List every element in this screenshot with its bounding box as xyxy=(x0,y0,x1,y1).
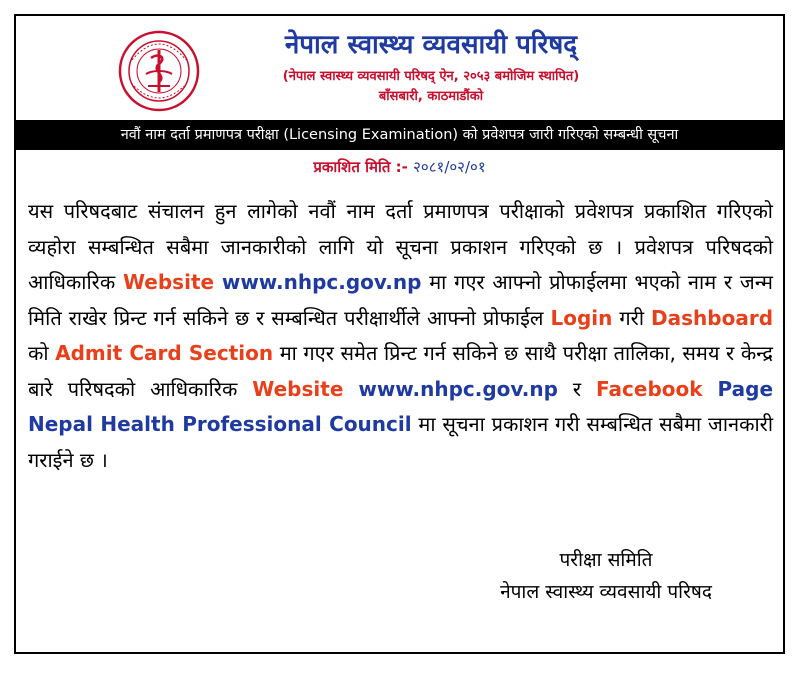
signature-org: नेपाल स्वास्थ्य व्यवसायी परिषद xyxy=(500,581,712,603)
council-seal-icon xyxy=(118,30,200,112)
login-label: Login xyxy=(550,305,613,330)
body-text-5: मा गएर समेत प्रिन्ट गर्न सकिने छ साथै परीक्षा तालिका, समय र केन्द्र बारे परिषदको आधिकारिक xyxy=(28,341,773,401)
org-subtitle: (नेपाल स्वास्थ्य व्यवसायी परिषद् ऐन, २०५३ बमोजिम स्थापित) xyxy=(282,69,580,84)
website-url-2[interactable]: www.nhpc.gov.np xyxy=(358,376,558,401)
body-text-3: गरी xyxy=(619,305,645,330)
website-url-1[interactable]: www.nhpc.gov.np xyxy=(221,270,422,294)
admit-card-label: Admit Card Section xyxy=(55,341,274,365)
facebook-page-name[interactable]: Page Nepal Health Professional Council xyxy=(28,376,774,436)
body-text-2: मा गएर आफ्नो प्रोफाईलमा भएको नाम र जन्म मिति राखेर प्रिन्ट गर्न सकिने छ र सम्बन्धित परीक्षार्थीले आफ्नो प्रोफाईल xyxy=(28,270,774,330)
org-title: नेपाल स्वास्थ्य व्यवसायी परिषद् xyxy=(284,30,578,60)
notice-frame xyxy=(14,14,785,654)
published-label: प्रकाशित मिति :- xyxy=(313,158,408,176)
dashboard-label: Dashboard xyxy=(651,305,774,330)
published-date: २०८१/०२/०१ xyxy=(413,158,486,176)
facebook-label: Facebook xyxy=(596,376,703,401)
body-text-7: मा सूचना प्रकाशन गरी सम्बन्धित सबैमा जानकारी गराईने छ । xyxy=(28,412,774,472)
notice-body xyxy=(28,194,773,478)
website-label-2: Website xyxy=(252,376,344,401)
signature-committee: परीक्षा समिति xyxy=(559,549,653,571)
notice-subject: नवौं नाम दर्ता प्रमाणपत्र परीक्षा (Licensing Examination) को प्रवेशपत्र जारी गरिएको सम्बन्धी सूचना xyxy=(16,120,783,150)
website-label-1: Website xyxy=(122,270,215,294)
body-text-1: यस परिषदबाट संचालन हुन लागेको नवौं नाम दर्ता प्रमाणपत्र परीक्षाको प्रवेशपत्र प्रकाशित गरिएको व्यहोरा सम्बन्धित सबैमा जानकारीको लागि यो सूचना प्रकाशन गरिएको छ । प्रवेशपत्र परिषदको आधिकारिक xyxy=(28,199,773,294)
body-text-6: र xyxy=(572,376,582,401)
published-date-line xyxy=(16,156,783,178)
org-address: बाँसबारी, काठमाडौंको xyxy=(378,89,484,104)
body-text-4: को xyxy=(28,341,49,365)
signature-block xyxy=(436,544,776,608)
notice-header xyxy=(16,16,783,120)
